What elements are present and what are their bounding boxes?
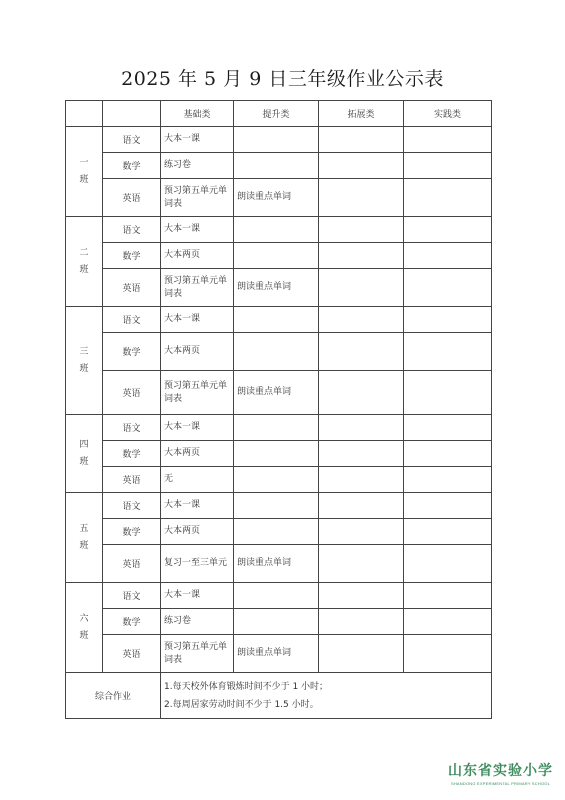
subject-cell: 英语 xyxy=(103,545,161,583)
practice-homework-cell xyxy=(404,269,492,307)
subject-cell: 数学 xyxy=(103,609,161,635)
class-name-char: 五 xyxy=(79,523,89,534)
table-row xyxy=(66,333,492,371)
table-row xyxy=(66,217,492,243)
school-logo xyxy=(448,760,553,786)
basic-homework-cell: 大本两页 xyxy=(161,333,234,371)
subject-cell: 语文 xyxy=(103,217,161,243)
basic-homework-cell: 预习第五单元单词表 xyxy=(161,635,234,673)
class-name-char: 六 xyxy=(79,613,89,624)
table-row xyxy=(66,153,492,179)
extended-homework-cell xyxy=(319,441,404,467)
table-row xyxy=(66,415,492,441)
table-row xyxy=(66,127,492,153)
extended-homework-cell xyxy=(319,371,404,415)
advanced-homework-cell xyxy=(234,493,319,519)
subject-cell: 数学 xyxy=(103,519,161,545)
summary-line-1: 1.每天校外体育锻炼时间不少于 1 小时； xyxy=(164,681,329,692)
advanced-homework-cell xyxy=(234,243,319,269)
practice-homework-cell xyxy=(404,243,492,269)
subject-cell: 数学 xyxy=(103,333,161,371)
subject-cell: 英语 xyxy=(103,467,161,493)
table-row xyxy=(66,243,492,269)
basic-homework-cell: 无 xyxy=(161,467,234,493)
basic-homework-cell: 大本两页 xyxy=(161,243,234,269)
class-name-char: 班 xyxy=(79,456,89,467)
summary-content xyxy=(161,673,492,719)
subject-cell: 语文 xyxy=(103,127,161,153)
basic-homework-cell: 预习第五单元单词表 xyxy=(161,179,234,217)
practice-homework-cell xyxy=(404,545,492,583)
subject-cell: 英语 xyxy=(103,269,161,307)
practice-homework-cell xyxy=(404,217,492,243)
advanced-homework-cell xyxy=(234,609,319,635)
practice-homework-cell xyxy=(404,153,492,179)
advanced-homework-cell xyxy=(234,127,319,153)
subject-cell: 英语 xyxy=(103,635,161,673)
practice-homework-cell xyxy=(404,333,492,371)
basic-homework-cell: 预习第五单元单词表 xyxy=(161,371,234,415)
basic-homework-cell: 大本两页 xyxy=(161,441,234,467)
table-row xyxy=(66,493,492,519)
extended-homework-cell xyxy=(319,127,404,153)
class-name-cell xyxy=(66,493,103,583)
practice-homework-cell xyxy=(404,493,492,519)
class-name-char: 四 xyxy=(79,439,89,450)
extended-homework-cell xyxy=(319,307,404,333)
summary-row xyxy=(66,673,492,719)
practice-homework-cell xyxy=(404,609,492,635)
basic-homework-cell: 大本两页 xyxy=(161,519,234,545)
basic-homework-cell: 大本一课 xyxy=(161,127,234,153)
table-row xyxy=(66,179,492,217)
practice-homework-cell xyxy=(404,583,492,609)
subject-cell: 语文 xyxy=(103,493,161,519)
subject-cell: 语文 xyxy=(103,415,161,441)
basic-homework-cell: 复习一至三单元 xyxy=(161,545,234,583)
advanced-homework-cell: 朗读重点单词 xyxy=(234,635,319,673)
basic-homework-cell: 大本一课 xyxy=(161,583,234,609)
table-row xyxy=(66,467,492,493)
class-name-char: 班 xyxy=(79,540,89,551)
practice-homework-cell xyxy=(404,467,492,493)
subject-cell: 数学 xyxy=(103,153,161,179)
extended-homework-cell xyxy=(319,519,404,545)
school-logo-name: 山东省实验小学 xyxy=(448,763,553,779)
header-extended: 拓展类 xyxy=(319,101,404,127)
advanced-homework-cell xyxy=(234,467,319,493)
class-name-cell xyxy=(66,127,103,217)
advanced-homework-cell xyxy=(234,519,319,545)
class-name-char: 班 xyxy=(79,264,89,275)
practice-homework-cell xyxy=(404,635,492,673)
extended-homework-cell xyxy=(319,609,404,635)
practice-homework-cell xyxy=(404,519,492,545)
advanced-homework-cell xyxy=(234,153,319,179)
subject-cell: 数学 xyxy=(103,243,161,269)
advanced-homework-cell: 朗读重点单词 xyxy=(234,371,319,415)
subject-cell: 英语 xyxy=(103,179,161,217)
extended-homework-cell xyxy=(319,243,404,269)
class-name-char: 三 xyxy=(79,346,89,357)
class-name-cell xyxy=(66,415,103,493)
advanced-homework-cell xyxy=(234,307,319,333)
practice-homework-cell xyxy=(404,441,492,467)
summary-line-2: 2.每周居家劳动时间不少于 1.5 小时。 xyxy=(164,699,319,710)
advanced-homework-cell xyxy=(234,441,319,467)
table-row xyxy=(66,519,492,545)
class-name-cell xyxy=(66,307,103,415)
table-row xyxy=(66,545,492,583)
header-advanced: 提升类 xyxy=(234,101,319,127)
extended-homework-cell xyxy=(319,217,404,243)
advanced-homework-cell: 朗读重点单词 xyxy=(234,545,319,583)
class-name-char: 一 xyxy=(79,157,89,168)
practice-homework-cell xyxy=(404,179,492,217)
basic-homework-cell: 大本一课 xyxy=(161,493,234,519)
summary-label: 综合作业 xyxy=(66,673,161,719)
class-name-char: 班 xyxy=(79,363,89,374)
school-logo-subtitle: SHANDONG EXPERIMENTAL PRIMARY SCHOOL xyxy=(450,781,551,786)
subject-cell: 语文 xyxy=(103,307,161,333)
table-row xyxy=(66,583,492,609)
basic-homework-cell: 练习卷 xyxy=(161,609,234,635)
page-title: 2025 年 5 月 9 日三年级作业公示表 xyxy=(121,68,444,90)
header-class xyxy=(66,101,103,127)
header-row xyxy=(66,101,492,127)
table-row xyxy=(66,609,492,635)
header-basic: 基础类 xyxy=(161,101,234,127)
practice-homework-cell xyxy=(404,415,492,441)
advanced-homework-cell: 朗读重点单词 xyxy=(234,179,319,217)
class-name-char: 二 xyxy=(79,247,89,258)
practice-homework-cell xyxy=(404,371,492,415)
extended-homework-cell xyxy=(319,545,404,583)
basic-homework-cell: 练习卷 xyxy=(161,153,234,179)
advanced-homework-cell xyxy=(234,217,319,243)
subject-cell: 语文 xyxy=(103,583,161,609)
subject-cell: 英语 xyxy=(103,371,161,415)
extended-homework-cell xyxy=(319,493,404,519)
table-row xyxy=(66,635,492,673)
practice-homework-cell xyxy=(404,307,492,333)
extended-homework-cell xyxy=(319,153,404,179)
extended-homework-cell xyxy=(319,269,404,307)
header-practice: 实践类 xyxy=(404,101,492,127)
homework-table xyxy=(65,100,492,719)
extended-homework-cell xyxy=(319,415,404,441)
extended-homework-cell xyxy=(319,635,404,673)
basic-homework-cell: 大本一课 xyxy=(161,307,234,333)
basic-homework-cell: 大本一课 xyxy=(161,415,234,441)
basic-homework-cell: 大本一课 xyxy=(161,217,234,243)
advanced-homework-cell: 朗读重点单词 xyxy=(234,269,319,307)
basic-homework-cell: 预习第五单元单词表 xyxy=(161,269,234,307)
table-row xyxy=(66,441,492,467)
class-name-char: 班 xyxy=(79,630,89,641)
class-name-char: 班 xyxy=(79,174,89,185)
extended-homework-cell xyxy=(319,333,404,371)
advanced-homework-cell xyxy=(234,583,319,609)
extended-homework-cell xyxy=(319,467,404,493)
table-row xyxy=(66,307,492,333)
class-name-cell xyxy=(66,583,103,673)
table-row xyxy=(66,371,492,415)
class-name-cell xyxy=(66,217,103,307)
subject-cell: 数学 xyxy=(103,441,161,467)
advanced-homework-cell xyxy=(234,333,319,371)
table-row xyxy=(66,269,492,307)
extended-homework-cell xyxy=(319,179,404,217)
practice-homework-cell xyxy=(404,127,492,153)
extended-homework-cell xyxy=(319,583,404,609)
advanced-homework-cell xyxy=(234,415,319,441)
header-subject xyxy=(103,101,161,127)
